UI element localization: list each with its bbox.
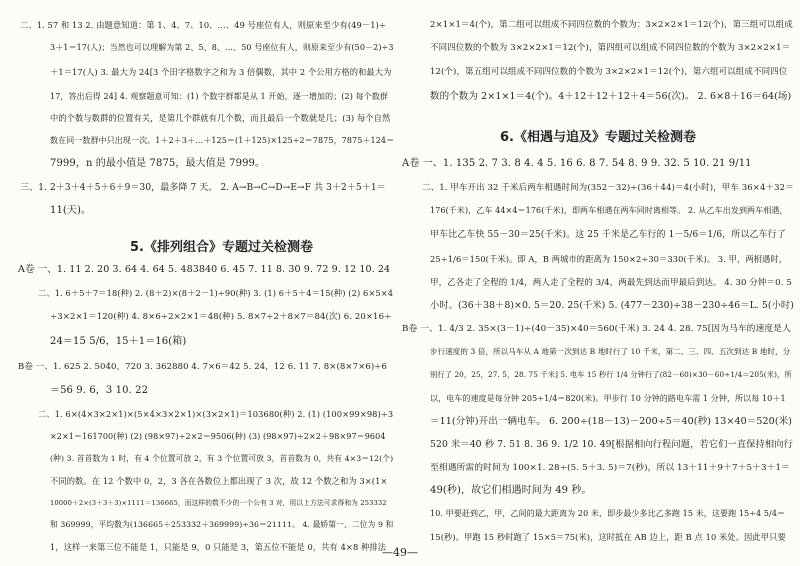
text-line: 17，答出后得 24] 4. 观察题意可知：(1) 个数字群都是从 1 开始，逐一增加的；(2) 每个数群: [50, 92, 388, 101]
text-line: A卷 一、1. 11 2. 20 3. 64 4. 64 5. 483840 6. 45 7. 11 8. 30 9. 72 9. 12 10. 24: [18, 264, 391, 275]
text-line: 和 369999，平均数为(136665＋253332＋369999)÷36＝21111。 4. 最娇第一、二位为 9 和: [50, 520, 394, 529]
text-line: 520 米＝40 秒 7. 51 8. 36 9. 1/2 10. 49[根据相向行程问题，若它们一直保持相向行: [430, 439, 793, 450]
text-line: 以，电车的速度是每分钟 205÷1/4＝820(米)。甲步行 10 分钟的路电车需 1 分钟，所以每 10＋1: [430, 394, 786, 403]
section-title-6: 6.《相遇与追及》专题过关检测卷: [500, 130, 696, 145]
text-line: A卷 一、1. 135 2. 7 3. 8 4. 4 5. 16 6. 8 7. 54 8. 9 9. 32. 5 10. 21 9/11: [402, 158, 752, 169]
text-line: 二、1. 6＋5＋7＝18(种) 2. (8＋2)×(8＋2－1)÷90(种) 3. (1) 6＋5＋4＝15(种) (2) 6×5×4: [38, 288, 394, 298]
text-line: 10000＋2×(3＋3＋3)×1111＝136665，而这样的数不少的一个公有 3 对，用以上方法可求得和为 253332: [50, 499, 387, 507]
text-line: 25÷1/6＝150(千米)。即 A，B 两城市的距离为 150×2÷30＝330(千米)。 3. 甲，两相遇时，: [430, 254, 788, 264]
text-line: 步行速度的 3 倍，所以马车从 A 地第一次到达 B 地时行了 10 千米，第二、三、四、五次到达 B 地时，分: [430, 347, 791, 356]
right-column: [400, 0, 800, 540]
text-line: 11(天)。: [50, 205, 92, 216]
text-line: 2×1×1＝4(个)，第二组可以组成不同四位数的个数为：3×2×2×1＝12(个)，第三组可以组成: [430, 20, 793, 30]
text-line: B卷 一、1. 625 2. 5040，720 3. 362880 4. 7×6＝42 5. 24，12 6. 11 7. 8×(8×7×6)÷6: [18, 362, 388, 372]
text-line: 二、1. 57 和 13 2. 由题意知道：第 1、4、7、10、…、49 号座位有人，则原来至少有(49－1)÷: [20, 20, 386, 30]
text-line: 数的个数为 2×1×1＝4(个)。4＋12＋12＋12＋4＝56(次)。 2. 6×8＋16＝64(场): [430, 91, 792, 102]
text-line: 10. 甲要赶到乙，甲，乙间的最大距离为 20 米，即步最少多比乙多跑 15 米，这要跑 15÷4 5/4＝: [430, 509, 786, 518]
text-line: 49(秒)，故它们相遇时间为 49 秒。: [430, 485, 592, 496]
section-title-5: 5.《排列组合》专题过关检测卷: [130, 240, 313, 255]
page-number: —49—: [382, 546, 418, 559]
text-line: 甲，乙各走了全程的 1/4，两人走了全程的 3/4，两最先到达而甲最后到达。 4. 30 分钟＝0. 5: [430, 278, 792, 288]
text-line: B卷 一、1. 4/3 2. 35×(3－1)÷(40－35)×40＝560(千米) 3. 24 4. 28. 75[因为马车的速度是人: [402, 324, 791, 334]
left-column: [0, 0, 400, 552]
text-line: 甲车比乙车快 55－30＝25(千米)。这 25 千米是乙车行的 1－5/6＝1/6，所以乙车行了: [430, 230, 786, 240]
text-line: 1，这样一来第三位不能是 1，只能是 9，0 只能是 3，第五位不能是 0，共有 4×8 种排法: [50, 542, 387, 552]
text-line: 24＝15 5/6，15＋1＝16(箱): [50, 336, 187, 347]
text-line: ×2×1＝161700(种) (2) (98×97)÷2×2＝9506(种) (3) (98×97)÷2×2＋98×97＝9604: [50, 432, 386, 441]
text-line: 3＋1＝17(人)；当然也可以理解为第 2、5、8、…、50 号座位有人，则原来至少有(50－2)÷3: [50, 43, 394, 52]
text-line: 不同的数。在 12 个数中 0，2，3 各在各数位上都出现了 3 次，故 12 个数之和为 3×(1×: [50, 476, 388, 486]
text-line: ＝56 9. 6，3 10. 22: [50, 385, 149, 396]
text-line: 至相遇所需的时间为 100×1. 28÷(5. 5＋3. 5)＝7(秒)，所以 13＋11＋9＋7＋5＋3＋1＝: [430, 463, 791, 473]
text-line: 小时。(36＋38＋8)×0. 5＝20. 25(千米) 5. (477－230)÷38－230÷46＝L. 5(小时): [430, 300, 794, 311]
text-line: 数在同一数群中只出现一次。1＋2＋3＋…＋125＝(1＋125)×125÷2＝7875，7875＋124＝: [50, 136, 395, 145]
text-line: ＝11(分钟)开出一辆电车。 6. 200÷(18－13)－200÷5＝40(秒) 13×40＝520(米): [430, 416, 793, 427]
text-line: 中的个数与数群的位置有关，是第几个群就有几个数，而且最后一个数就是几；(3) 每个自然: [50, 113, 391, 123]
text-line: 二、1. 6×(4×3×2×1)×(5×4×3×2×1)×(3×2×1)＝103680(种) 2. (1) (100×99×98)÷3: [38, 409, 394, 419]
text-line: 12(个)，第五组可以组成不同四位数的个数为 3×2×2×1＝12(个)，第六组可以组成不同四位: [430, 67, 788, 77]
text-line: 别行了 20，25，27. 5，28. 75 千米] 5. 电车 15 秒行 1/4 分钟行了(82－60)×30－60÷1/4＝205(米)，所: [430, 370, 792, 379]
text-line: 7999，n 的最小值是 7875，最大值是 7999。: [50, 158, 266, 169]
text-line: 三、1. 2＋3＋4＋5＋6＋9＝30，最多降 7 天。 2. A→B→C→D→E→F 共 3＋2＋5＋1＝: [20, 183, 386, 193]
text-line: ＋1＝17(人) 3. 最大为 24[3 个田字格数字之和为 3 倍偶数，其中 2 个公用方格的和最大为: [50, 67, 392, 77]
text-line: 176(千米)，乙车 44×4＝176(千米)，即两车相遇在两车同时离相等。 2. 从乙车出发到两车相遇，: [430, 206, 788, 215]
text-line: 15(秒)。甲跑 15 秒时跑了 15×5＝75(米)，这时抵在 AB 边上，距 B 点 10 米处。因此甲只要: [430, 532, 786, 542]
text-line: ÷3×2×1＝120(种) 4. 8×6÷2×2×1＝48(种) 5. 8×7÷2＋8×7＝84(次) 6. 20×16÷: [50, 312, 392, 322]
text-line: 二、1. 甲车开出 32 千米后两车相遇时间为(352－32)÷(36＋44)＝4(小时)，甲车 36×4＋32＝: [422, 183, 794, 193]
text-line: 不同四位数的个数为 3×2×2×1＝12(个)，第四组可以组成不同四位数的个数为 3×2×2×1＝: [430, 43, 791, 53]
text-line: (种) 3. 首首数为 1 时，有 4 个位置可放 2，有 3 个位置可放 3，首首数为 0，共有 4×3＝12(个): [50, 454, 394, 463]
